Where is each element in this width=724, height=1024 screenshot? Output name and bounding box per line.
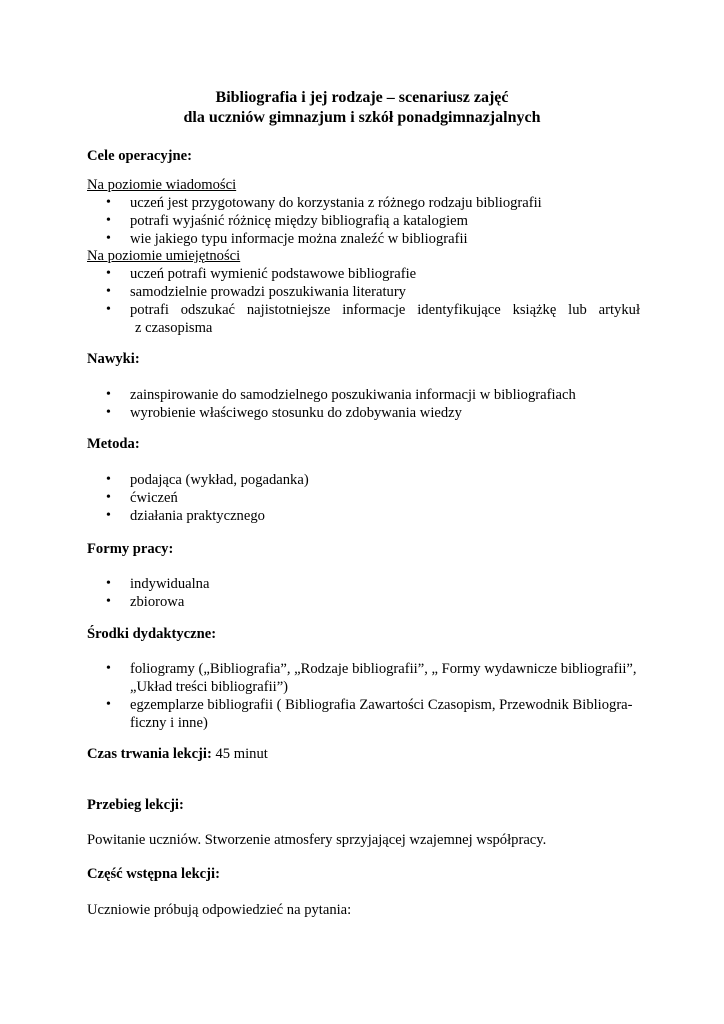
course-text: Powitanie uczniów. Stworzenie atmosfery sprzyjającej wzajemnej współpracy. bbox=[87, 832, 547, 848]
teaching-aids-item-2-line-1: egzemplarze bibliografii ( Bibliografia Zawartości Czasopism, Przewodnik Bibliogra- bbox=[130, 697, 633, 713]
bullet-icon: • bbox=[106, 508, 111, 523]
habits-item-2: wyrobienie właściwego stosunku do zdobywania wiedzy bbox=[130, 405, 462, 421]
bullet-icon: • bbox=[106, 405, 111, 420]
work-forms-item-2: zbiorowa bbox=[130, 594, 185, 610]
method-item-2: ćwiczeń bbox=[130, 490, 178, 506]
bullet-icon: • bbox=[106, 195, 111, 210]
habits-heading: Nawyki: bbox=[87, 351, 140, 367]
habits-item-1: zainspirowanie do samodzielnego poszukiwania informacji w bibliografiach bbox=[130, 387, 576, 403]
goals-heading: Cele operacyjne: bbox=[87, 148, 192, 164]
teaching-aids-item-1-line-2: „Układ treści bibliografii”) bbox=[130, 679, 289, 695]
teaching-aids-item-1-line-1: foliogramy („Bibliografia”, „Rodzaje bibliografii”, „ Formy wydawnicze bibliografii”, bbox=[130, 661, 637, 677]
bullet-icon: • bbox=[106, 661, 111, 676]
teaching-aids-heading: Środki dydaktyczne: bbox=[87, 626, 217, 642]
intro-heading: Część wstępna lekcji: bbox=[87, 866, 220, 882]
bullet-icon: • bbox=[106, 302, 111, 317]
document-title-line-1: Bibliografia i jej rodzaje – scenariusz zajęć bbox=[215, 89, 509, 106]
bullet-icon: • bbox=[106, 576, 111, 591]
duration-label: Czas trwania lekcji: bbox=[87, 746, 212, 762]
bullet-icon: • bbox=[106, 266, 111, 281]
method-item-3: działania praktycznego bbox=[130, 508, 265, 524]
skills-item-3: potrafi odszukać najistotniejsze informacje identyfikujące książkę lub artykuł bbox=[130, 302, 640, 318]
bullet-icon: • bbox=[106, 284, 111, 299]
work-forms-item-1: indywidualna bbox=[130, 576, 210, 592]
skills-item-1: uczeń potrafi wymienić podstawowe bibliografie bbox=[130, 266, 417, 282]
skills-item-2: samodzielnie prowadzi poszukiwania literatury bbox=[130, 284, 406, 300]
method-heading: Metoda: bbox=[87, 436, 140, 452]
teaching-aids-item-2-line-2: ficzny i inne) bbox=[130, 715, 208, 731]
bullet-icon: • bbox=[106, 387, 111, 402]
bullet-icon: • bbox=[106, 594, 111, 609]
skills-item-3-continuation: z czasopisma bbox=[135, 320, 213, 336]
duration-line bbox=[87, 745, 268, 763]
intro-text: Uczniowie próbują odpowiedzieć na pytania: bbox=[87, 902, 352, 918]
duration-value: 45 minut bbox=[215, 746, 268, 762]
skills-label: Na poziomie umiejętności bbox=[87, 248, 241, 264]
method-item-1: podająca (wykład, pogadanka) bbox=[130, 472, 309, 488]
bullet-icon: • bbox=[106, 472, 111, 487]
bullet-icon: • bbox=[106, 490, 111, 505]
bullet-icon: • bbox=[106, 213, 111, 228]
knowledge-item-3: wie jakiego typu informacje można znaleźć w bibliografii bbox=[130, 231, 468, 247]
work-forms-heading: Formy pracy: bbox=[87, 541, 174, 557]
bullet-icon: • bbox=[106, 697, 111, 712]
course-heading: Przebieg lekcji: bbox=[87, 797, 184, 813]
bullet-icon: • bbox=[106, 231, 111, 246]
knowledge-item-2: potrafi wyjaśnić różnicę między bibliografią a katalogiem bbox=[130, 213, 468, 229]
document-title-line-2: dla uczniów gimnazjum i szkół ponadgimnazjalnych bbox=[183, 109, 541, 126]
knowledge-item-1: uczeń jest przygotowany do korzystania z różnego rodzaju bibliografii bbox=[130, 195, 542, 211]
knowledge-label: Na poziomie wiadomości bbox=[87, 177, 237, 193]
